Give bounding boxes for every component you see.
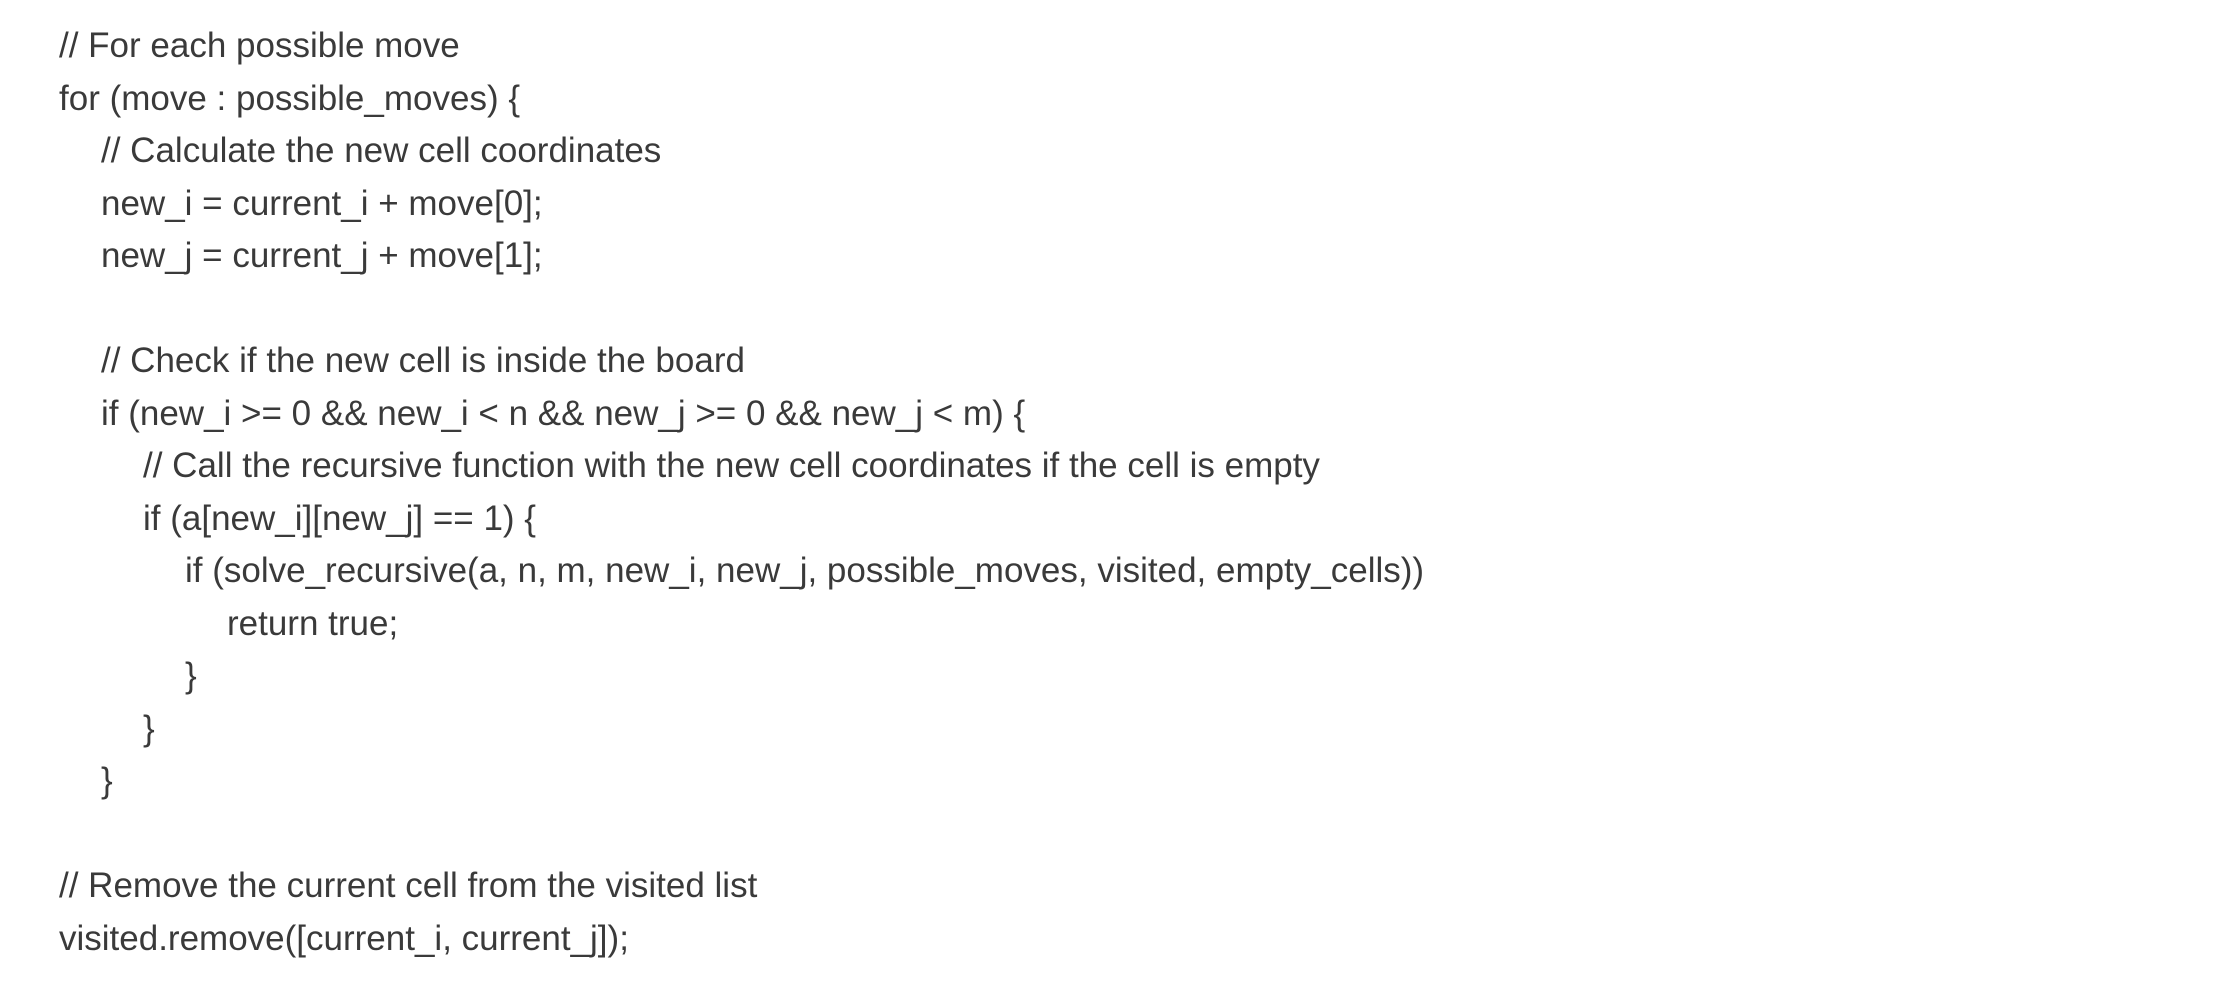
code-line: if (a[new_i][new_j] == 1) {	[143, 498, 536, 538]
code-block	[59, 20, 2199, 965]
code-comment: // Call the recursive function with the new cell coordinates if the cell is empty	[143, 446, 1320, 485]
code-line: new_j = current_j + move[1];	[101, 236, 543, 275]
code-line: }	[101, 761, 113, 800]
code-line: }	[185, 656, 197, 695]
code-line: if (solve_recursive(a, n, m, new_i, new_j, possible_moves, visited, empty_cells))	[185, 551, 1425, 590]
code-line: for (move : possible_moves) {	[59, 78, 521, 118]
code-comment: // Calculate the new cell coordinates	[101, 131, 662, 170]
code-comment: // Check if the new cell is inside the board	[101, 341, 745, 380]
code-line: new_i = current_i + move[0];	[101, 183, 543, 223]
code-line: }	[143, 708, 155, 748]
code-line: if (new_i >= 0 && new_i < n && new_j >= 0 && new_j < m) {	[101, 393, 1026, 433]
code-comment: // Remove the current cell from the visited list	[59, 866, 758, 905]
code-comment: // For each possible move	[59, 26, 460, 65]
code-line: visited.remove([current_i, current_j]);	[59, 918, 629, 958]
code-blank-line	[59, 283, 2199, 336]
code-line: return true;	[227, 603, 399, 643]
code-blank-line	[59, 808, 2199, 861]
